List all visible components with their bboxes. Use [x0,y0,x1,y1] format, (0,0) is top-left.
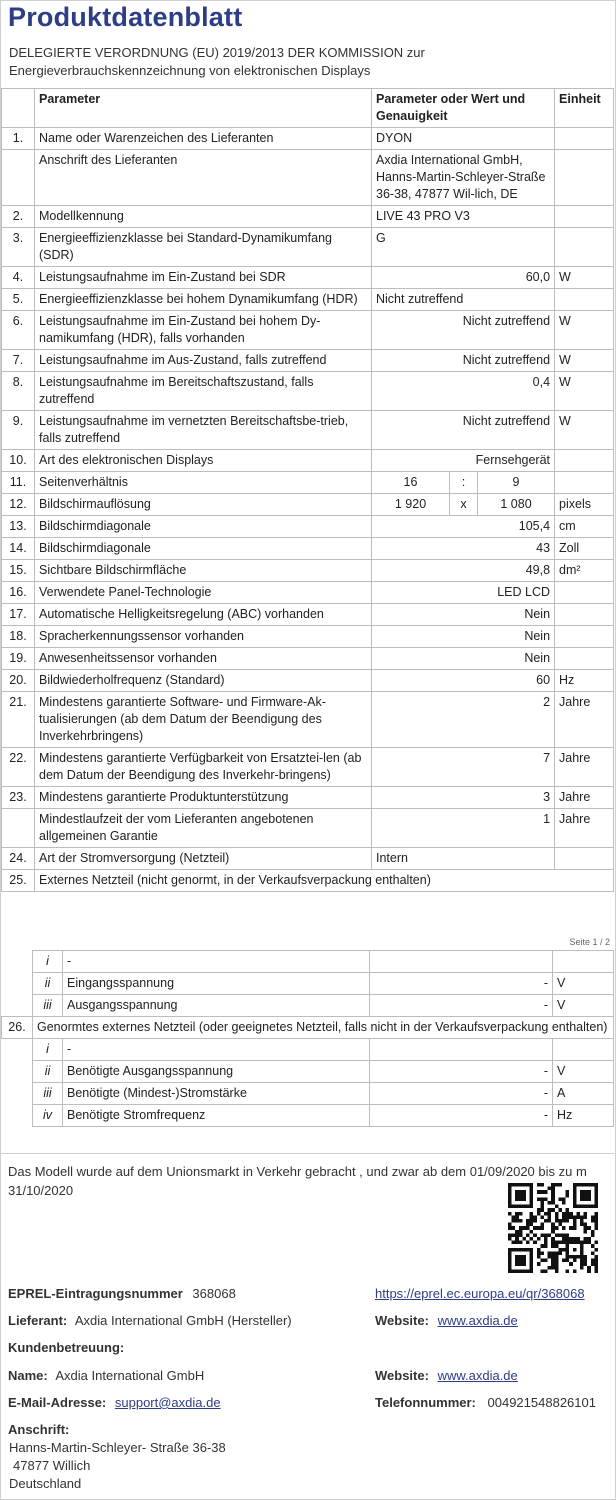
unit-cell: W [555,411,614,450]
parameter-cell: Mindestens garantierte Verfügbarkeit von Ersatztei-len (ab dem Datum der Beendigung des Inverkehr-bringens) [35,748,372,787]
sub-row [2,995,614,1017]
value-cell: 0,4 [372,372,555,411]
parameter-cell: Art der Stromversorgung (Netzteil) [35,848,372,870]
value-cell: DYON [372,128,555,150]
row-number: 7. [2,350,35,372]
supplier-label: Lieferant: [8,1313,68,1328]
unit-cell [555,648,614,670]
unit-cell: Jahre [555,809,614,848]
customer-service-heading: Kundenbetreuung: [8,1340,125,1355]
sub-row [2,973,614,995]
value-header: Parameter oder Wert und Genauigkeit [372,89,555,128]
parameter-cell: Bildwiederholfrequenz (Standard) [35,670,372,692]
value-cell: G [372,228,555,267]
value-cell: 60 [372,670,555,692]
sub-label: Ausgangsspannung [63,995,370,1017]
parameter-cell: Art des elektronischen Displays [35,450,372,472]
value-cell: Nein [372,604,555,626]
sub-unit: V [553,1061,614,1083]
row-number: 1. [2,128,35,150]
value-cell: 43 [372,538,555,560]
table-row [2,206,614,228]
sub-value: - [370,995,553,1017]
sub-index: iii [33,1083,63,1105]
value-cell: 2 [372,692,555,748]
parameter-cell: Sichtbare Bildschirmfläche [35,560,372,582]
website-row [375,1313,518,1328]
table-row [2,560,614,582]
row-25 [2,870,614,892]
row-text: Genormtes externes Netzteil (oder geeignetes Netzteil, falls nicht in der Verkaufsverpackung enthalten) [33,1017,614,1039]
value-right-cell: 1 080 [478,494,555,516]
sub-unit: V [553,995,614,1017]
indent-cell [2,1105,33,1127]
unit-cell [555,228,614,267]
table-row [2,350,614,372]
sub-index: i [33,1039,63,1061]
sub-index: iv [33,1105,63,1127]
page-title: Produktdatenblatt [8,2,243,32]
table-row [2,450,614,472]
unit-cell [555,582,614,604]
row-number: 17. [2,604,35,626]
row-number: 3. [2,228,35,267]
sub-unit: A [553,1083,614,1105]
table-row [2,692,614,748]
table-row [2,626,614,648]
sub-row [2,1105,614,1127]
sub-index: ii [33,1061,63,1083]
row-number: 11. [2,472,35,494]
eprel-link[interactable]: https://eprel.ec.europa.eu/qr/368068 [375,1286,585,1301]
sub-row [2,1039,614,1061]
row-number: 15. [2,560,35,582]
row-number: 12. [2,494,35,516]
sub-index: ii [33,973,63,995]
row-number: 10. [2,450,35,472]
table-row [2,516,614,538]
sub-value [370,951,553,973]
power-supply-table [1,950,614,1127]
unit-cell [555,626,614,648]
value-cell: 60,0 [372,267,555,289]
unit-cell: W [555,350,614,372]
sub-unit [553,1039,614,1061]
market-period-text: Das Modell wurde auf dem Unionsmarkt in Verkehr gebracht , und zwar ab dem 01/09/2020 bis zu m 31/10/2020 [8,1164,587,1198]
unit-cell: pixels [555,494,614,516]
sub-value: - [370,1083,553,1105]
value-cell: Nicht zutreffend [372,311,555,350]
value-cell: Nein [372,626,555,648]
row-number: 6. [2,311,35,350]
sub-row [2,1083,614,1105]
website2-row [375,1368,518,1383]
unit-cell: Jahre [555,748,614,787]
parameter-cell: Leistungsaufnahme im Bereitschaftszustand, falls zutreffend [35,372,372,411]
sub-value: - [370,1061,553,1083]
table-row [2,582,614,604]
unit-cell [555,206,614,228]
address-line-1: Hanns-Martin-Schleyer- Straße 36-38 [9,1440,226,1455]
sub-label: Benötigte (Mindest-)Stromstärke [63,1083,370,1105]
parameter-cell: Energieeffizienzklasse bei Standard-Dynamikumfang (SDR) [35,228,372,267]
value-cell: Axdia International GmbH, Hanns-Martin-Schleyer-Straße 36-38, 47877 Wil-lich, DE [372,150,555,206]
row-number: 26. [2,1017,33,1039]
eprel-number: 368068 [192,1286,236,1301]
value-cell: 105,4 [372,516,555,538]
table-row [2,289,614,311]
value-cell: Nicht zutreffend [372,350,555,372]
sub-label: - [63,1039,370,1061]
address-line-3: Deutschland [9,1476,82,1491]
value-cell: LED LCD [372,582,555,604]
row-number: 25. [2,870,35,892]
row-text: Externes Netzteil (nicht genormt, in der Verkaufsverpackung enthalten) [35,870,614,892]
value-cell: 49,8 [372,560,555,582]
row-number: 5. [2,289,35,311]
unit-header: Einheit [555,89,614,128]
row-number: 24. [2,848,35,870]
row-number: 18. [2,626,35,648]
row-number: 19. [2,648,35,670]
unit-cell [555,604,614,626]
value-cell: 1 [372,809,555,848]
qr-code-icon [508,1183,598,1273]
row-number: 8. [2,372,35,411]
table-row [2,311,614,350]
row-number: 21. [2,692,35,748]
parameter-cell: Modellkennung [35,206,372,228]
table-row [2,809,614,848]
parameter-cell: Leistungsaufnahme im Aus-Zustand, falls zutreffend [35,350,372,372]
unit-cell [555,289,614,311]
num-header-cell [2,89,35,128]
sub-value: - [370,1105,553,1127]
sub-label: Benötigte Stromfrequenz [63,1105,370,1127]
table-row [2,472,614,494]
indent-cell [2,973,33,995]
name-row [8,1368,204,1383]
unit-cell: W [555,311,614,350]
row-number: 23. [2,787,35,809]
unit-cell: W [555,372,614,411]
website-label: Website: [375,1313,429,1328]
unit-cell: cm [555,516,614,538]
unit-cell: Jahre [555,787,614,809]
unit-cell [555,848,614,870]
value-cell: 3 [372,787,555,809]
sub-label: Benötigte Ausgangsspannung [63,1061,370,1083]
value-cell: Nicht zutreffend [372,411,555,450]
parameter-cell: Seitenverhältnis [35,472,372,494]
name-value: Axdia International GmbH [55,1368,205,1383]
unit-cell: Zoll [555,538,614,560]
table-row [2,848,614,870]
email-row [8,1395,221,1410]
website2-link[interactable]: www.axdia.de [437,1368,518,1383]
row-number [2,150,35,206]
parameter-cell: Name oder Warenzeichen des Lieferanten [35,128,372,150]
table-row [2,372,614,411]
row-number: 13. [2,516,35,538]
email-label: E-Mail-Adresse: [8,1395,107,1410]
page-number: Seite 1 / 2 [569,937,610,947]
parameter-cell: Bildschirmdiagonale [35,516,372,538]
row-number [2,809,35,848]
parameter-cell: Leistungsaufnahme im Ein-Zustand bei hohem Dy-namikumfang (HDR), falls vorhanden [35,311,372,350]
value-left-cell: 16 [372,472,450,494]
value-cell: LIVE 43 PRO V3 [372,206,555,228]
value-cell: Nicht zutreffend [372,289,555,311]
parameter-cell: Anwesenheitssensor vorhanden [35,648,372,670]
regulation-subtitle: DELEGIERTE VERORDNUNG (EU) 2019/2013 DER KOMMISSION zur Energieverbrauchskennzeichnung von elektronischen Displays [9,45,425,78]
indent-cell [2,1039,33,1061]
unit-cell [555,150,614,206]
indent-cell [2,1061,33,1083]
table-row [2,538,614,560]
table-row [2,267,614,289]
parameter-cell: Leistungsaufnahme im Ein-Zustand bei SDR [35,267,372,289]
row-number: 16. [2,582,35,604]
value-cell: 7 [372,748,555,787]
parameter-cell: Automatische Helligkeitsregelung (ABC) vorhanden [35,604,372,626]
value-left-cell: 1 920 [372,494,450,516]
indent-cell [2,951,33,973]
value-cell: Nein [372,648,555,670]
sub-unit: Hz [553,1105,614,1127]
row-number: 9. [2,411,35,450]
sub-label: Eingangsspannung [63,973,370,995]
value-right-cell: 9 [478,472,555,494]
table-row [2,604,614,626]
parameter-cell: Bildschirmdiagonale [35,538,372,560]
phone-row [375,1395,596,1410]
indent-cell [2,1083,33,1105]
parameter-table [1,88,614,892]
value-cell: Intern [372,848,555,870]
parameter-cell: Verwendete Panel-Technologie [35,582,372,604]
row-number: 14. [2,538,35,560]
table-row [2,787,614,809]
phone-value: 004921548826101 [487,1395,596,1410]
website2-label: Website: [375,1368,429,1383]
value-cell: Fernsehgerät [372,450,555,472]
unit-cell: dm² [555,560,614,582]
unit-cell: Jahre [555,692,614,748]
table-row [2,748,614,787]
website-link[interactable]: www.axdia.de [437,1313,518,1328]
value-separator-cell: : [450,472,478,494]
unit-cell [555,472,614,494]
sub-unit: V [553,973,614,995]
name-label: Name: [8,1368,48,1383]
parameter-cell: Mindestens garantierte Produktunterstützung [35,787,372,809]
unit-cell [555,128,614,150]
unit-cell: Hz [555,670,614,692]
table-row [2,670,614,692]
parameter-cell: Anschrift des Lieferanten [35,150,372,206]
parameter-cell: Mindestens garantierte Software- und Firmware-Ak-tualisierungen (ab dem Datum der Beendigung des Inverkehrbringens) [35,692,372,748]
eprel-label: EPREL-Eintragungsnummer [8,1286,183,1301]
sub-unit [553,951,614,973]
unit-cell: W [555,267,614,289]
phone-label: Telefonnummer: [375,1395,476,1410]
sub-value: - [370,973,553,995]
parameter-cell: Leistungsaufnahme im vernetzten Bereitschaftsbe-trieb, falls zutreffend [35,411,372,450]
table-row [2,150,614,206]
sub-value [370,1039,553,1061]
table-row [2,228,614,267]
row-number: 2. [2,206,35,228]
parameter-cell: Spracherkennungssensor vorhanden [35,626,372,648]
address-label: Anschrift: [8,1422,70,1437]
table-row [2,128,614,150]
indent-cell [2,995,33,1017]
parameter-header: Parameter [35,89,372,128]
address-line-2: 47877 Willich [13,1458,91,1473]
sub-label: - [63,951,370,973]
row-26 [2,1017,614,1039]
sub-row [2,1061,614,1083]
table-row [2,494,614,516]
row-number: 4. [2,267,35,289]
table-header-row [2,89,614,128]
parameter-cell: Energieeffizienzklasse bei hohem Dynamikumfang (HDR) [35,289,372,311]
eprel-row [8,1286,236,1301]
row-number: 22. [2,748,35,787]
parameter-cell: Bildschirmauflösung [35,494,372,516]
table-row [2,648,614,670]
row-number: 20. [2,670,35,692]
sub-index: i [33,951,63,973]
email-link[interactable]: support@axdia.de [114,1395,221,1410]
value-separator-cell: x [450,494,478,516]
supplier-value: Axdia International GmbH (Hersteller) [74,1313,292,1328]
table-row [2,411,614,450]
sub-index: iii [33,995,63,1017]
parameter-cell: Mindestlaufzeit der vom Lieferanten angebotenen allgemeinen Garantie [35,809,372,848]
sub-row [2,951,614,973]
unit-cell [555,450,614,472]
supplier-row [8,1313,292,1328]
